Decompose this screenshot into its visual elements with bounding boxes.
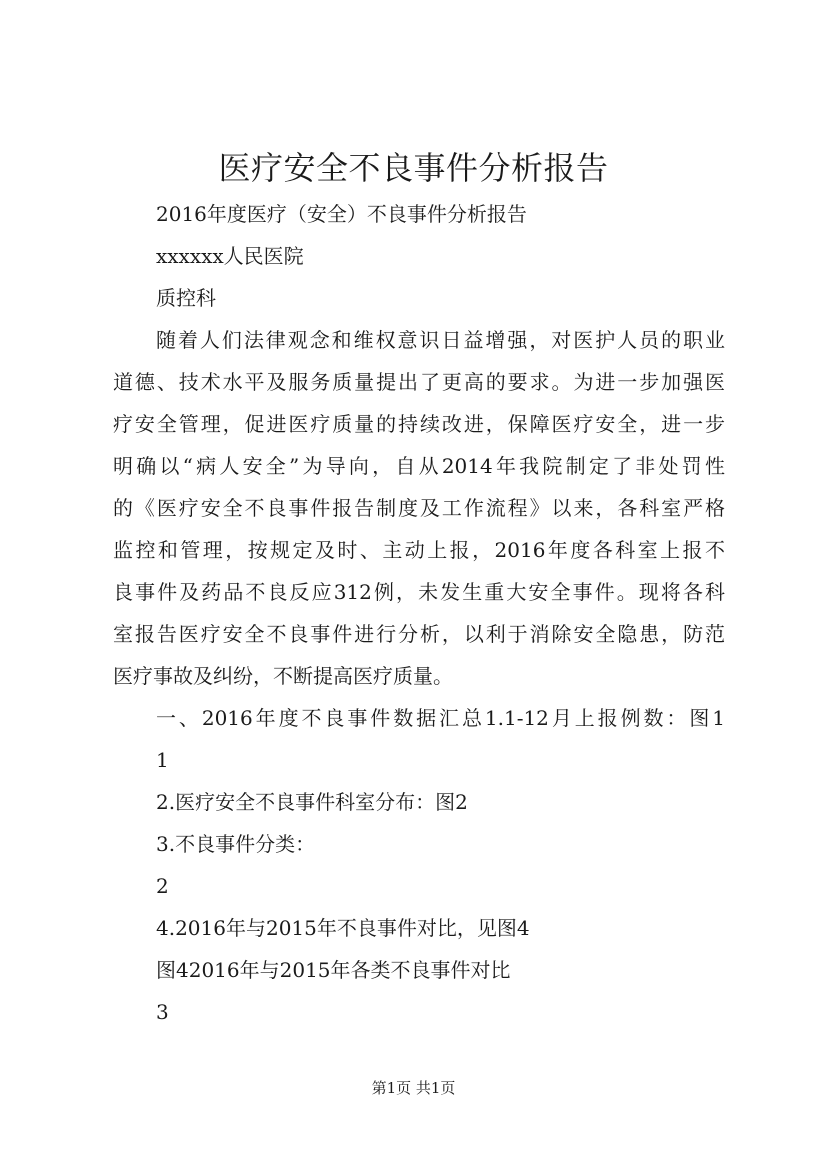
paragraph-line: 室报告医疗安全不良事件进行分析，以利于消除安全隐患，防范 [113,622,725,646]
hospital-name: xxxxxx人民医院 [156,244,304,268]
paragraph-line: 监控和管理，按规定及时、主动上报，2016年度各科室上报不 [113,538,725,562]
page-footer: 第1页 共1页 [371,1079,456,1097]
department-name: 质控科 [156,286,216,310]
paragraph-line: 医疗事故及纠纷，不断提高医疗质量。 [113,664,453,688]
figure-caption: 图42016年与2015年各类不良事件对比 [156,958,511,982]
paragraph-line: 道德、技术水平及服务质量提出了更高的要求。为进一步加强医 [113,370,725,394]
paragraph-line: 明确以“病人安全”为导向，自从2014年我院制定了非处罚性 [113,454,725,478]
section-heading-1: 一、2016年度不良事件数据汇总1.1-12月上报例数：图1 [156,706,725,730]
paragraph-line: 的《医疗安全不良事件报告制度及工作流程》以来，各科室严格 [113,496,725,520]
figure-number: 1 [156,748,169,772]
document-title: 医疗安全不良事件分析报告 [218,149,609,187]
paragraph-line: 良事件及药品不良反应312例，未发生重大安全事件。现将各科 [113,580,725,604]
section-heading-4: 4.2016年与2015年不良事件对比，见图4 [156,916,530,940]
paragraph-line: 随着人们法律观念和维权意识日益增强，对医护人员的职业 [156,328,725,352]
report-subtitle: 2016年度医疗（安全）不良事件分析报告 [156,202,527,226]
figure-number: 2 [156,874,169,898]
section-heading-2: 2.医疗安全不良事件科室分布：图2 [156,790,468,814]
figure-number: 3 [156,1000,169,1024]
section-heading-3: 3.不良事件分类： [156,832,316,856]
paragraph-line: 疗安全管理，促进医疗质量的持续改进，保障医疗安全，进一步 [113,412,725,436]
